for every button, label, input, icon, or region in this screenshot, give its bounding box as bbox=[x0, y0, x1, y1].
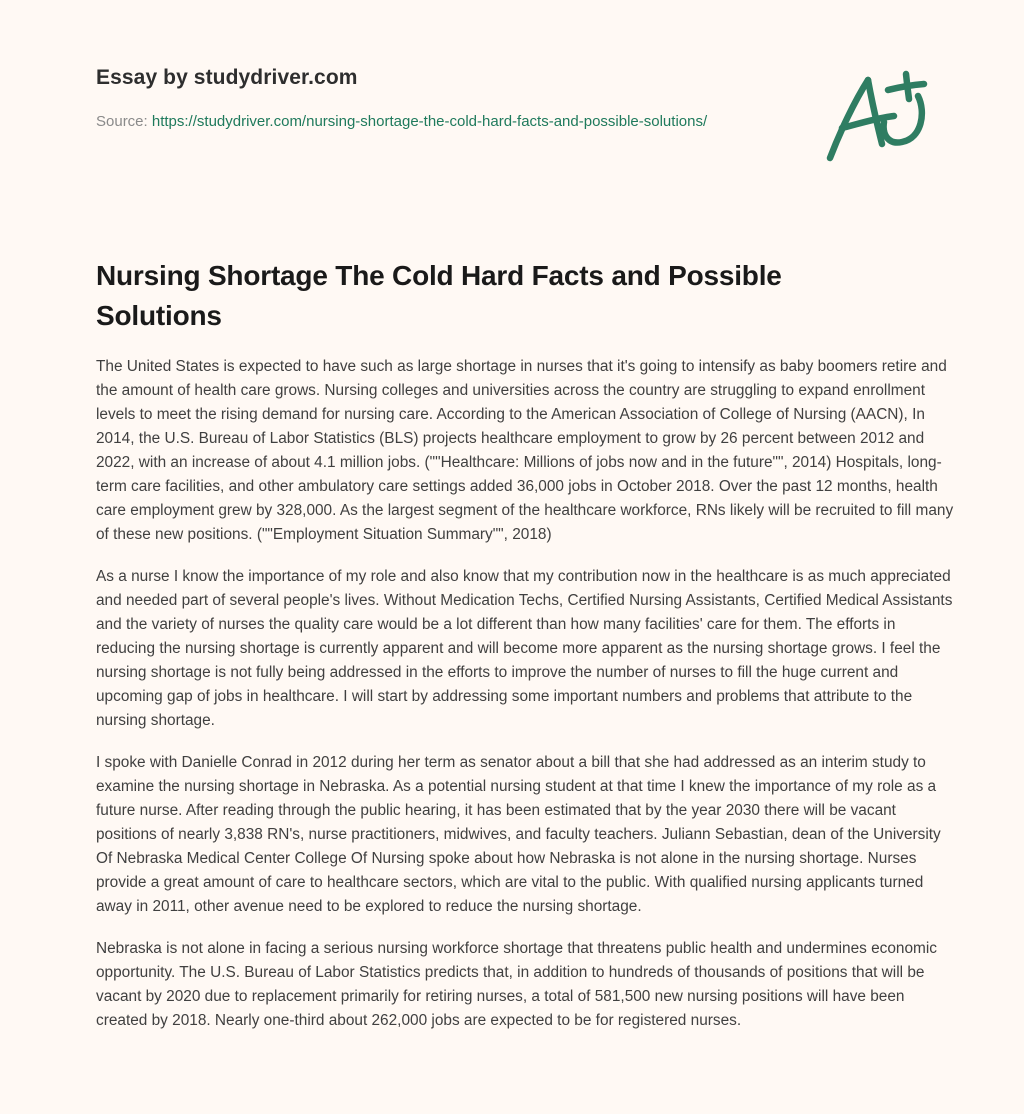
site-title: Essay by studydriver.com bbox=[96, 66, 358, 89]
essay-paragraph: The United States is expected to have such as large shortage in nurses that it's going to intensify as baby boomers retire and the amount of health care grows. Nursing colleges and universities across the country are struggling to expand enrollment levels to meet the rising demand for nursing care. According to the American Association of College of Nursing (AACN), In 2014, the U.S. Bureau of Labor Statistics (BLS) projects healthcare employment to grow by 26 percent between 2012 and 2022, with an increase of about 4.1 million jobs. (""Healthcare: Millions of jobs now and in the future"", 2014) Hospitals, long-term care facilities, and other ambulatory care settings added 36,000 jobs in October 2018. Over the past 12 months, health care employment grew by 328,000. As the largest segment of the healthcare workforce, RNs likely will be recruited to fill many of these new positions. (""Employment Situation Summary"", 2018) bbox=[96, 358, 954, 543]
source-link[interactable]: https://studydriver.com/nursing-shortage-the-cold-hard-facts-and-possible-solutions/ bbox=[151, 113, 708, 130]
page-header bbox=[96, 64, 736, 134]
essay-paragraph: As a nurse I know the importance of my role and also know that my contribution now in the healthcare is as much appreciated and needed part of several people's lives. Without Medication Techs, Certified Nursing Assistants, Certified Medical Assistants and the variety of nurses the quality care would be a lot different than how many facilities' care for them. The efforts in reducing the nursing shortage is currently apparent and will become more apparent as the nursing shortage grows. I feel the nursing shortage is not fully being addressed in the efforts to improve the number of nurses to fill the huge current and upcoming gap of jobs in healthcare. I will start by addressing some important numbers and problems that attribute to the nursing shortage. bbox=[96, 568, 953, 729]
a-plus-grade-icon bbox=[822, 66, 932, 166]
essay-paragraph: Nebraska is not alone in facing a serious nursing workforce shortage that threatens public health and undermines economic opportunity. The U.S. Bureau of Labor Statistics predicts that, in addition to hundreds of thousands of positions that will be vacant by 2020 due to replacement primarily for retiring nurses, a total of 581,500 new nursing positions will have been created by 2018. Nearly one-third about 262,000 jobs are expected to be for registered nurses. bbox=[96, 940, 937, 1029]
essay-body bbox=[96, 355, 958, 1051]
source-line bbox=[96, 110, 736, 134]
essay-paragraph: I spoke with Danielle Conrad in 2012 during her term as senator about a bill that she had addressed as an interim study to examine the nursing shortage in Nebraska. As a potential nursing student at that time I knew the importance of my role as a future nurse. After reading through the public hearing, it has been estimated that by the year 2030 there will be vacant positions of nearly 3,838 RN's, nurse practitioners, midwives, and faculty teachers. Juliann Sebastian, dean of the University Of Nebraska Medical Center College Of Nursing spoke about how Nebraska is not alone in the nursing shortage. Nurses provide a great amount of care to healthcare sectors, which are vital to the public. With qualified nursing applicants turned away in 2011, other avenue need to be explored to reduce the nursing shortage. bbox=[96, 754, 941, 915]
source-label: Source: bbox=[96, 113, 152, 130]
essay-title: Nursing Shortage The Cold Hard Facts and Possible Solutions bbox=[96, 260, 782, 331]
